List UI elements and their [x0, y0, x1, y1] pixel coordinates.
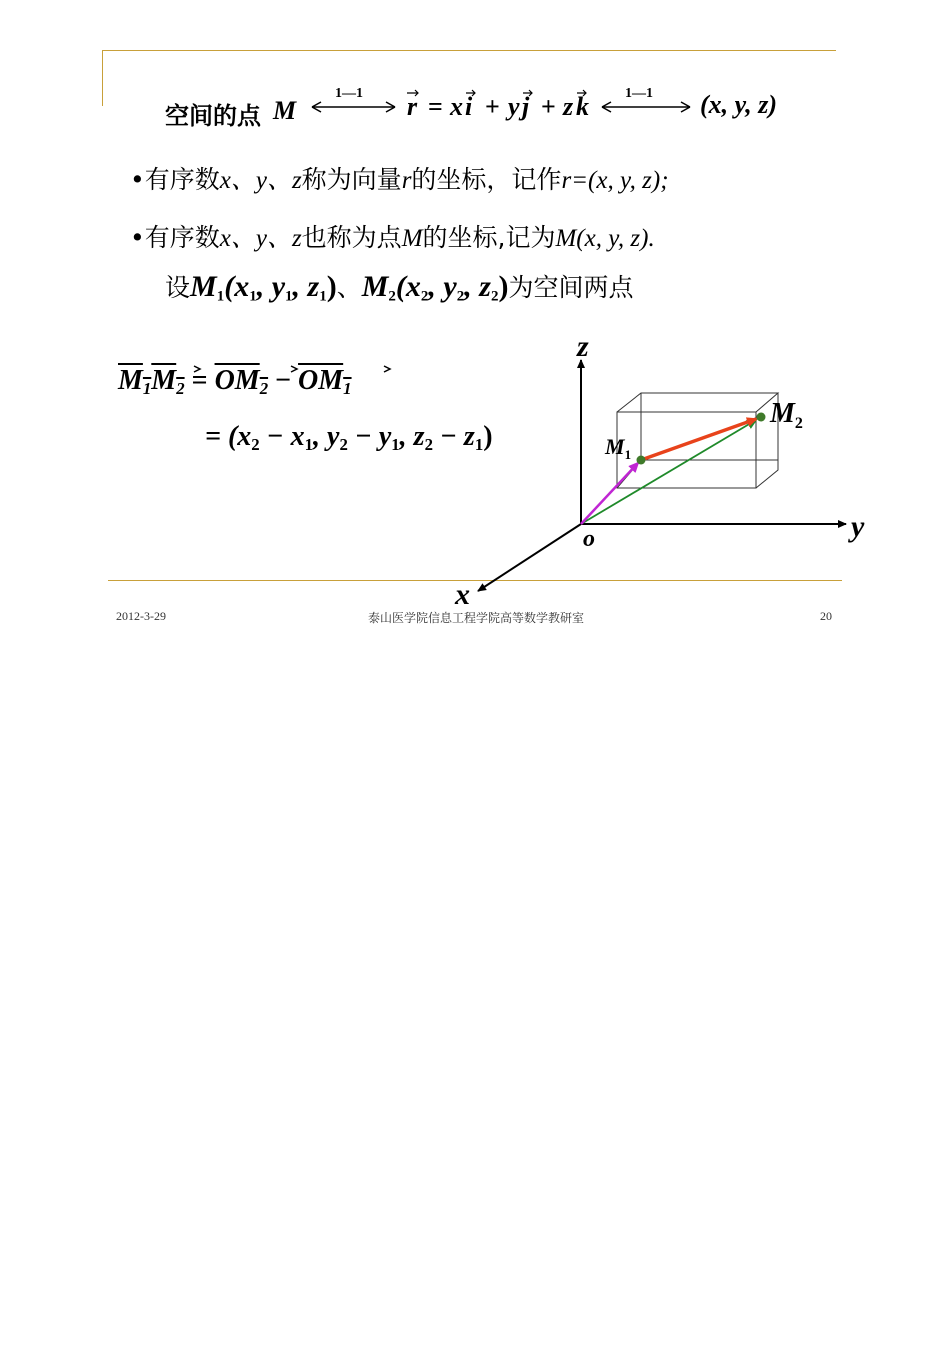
eq2-close: ) — [483, 421, 493, 452]
coordinate-diagram — [454, 330, 865, 611]
eq-om2: OM — [214, 365, 260, 396]
eq-lhs-s1: 1 — [142, 379, 152, 399]
bullet2-suffix: 的坐标,记为 — [422, 223, 556, 252]
eq-om1-sub: 1 — [343, 379, 352, 399]
set-c1c-pre: , z — [292, 270, 320, 303]
bullet1-suffix: 的坐标，记作 — [411, 165, 562, 194]
set-m2-sub: 2 — [388, 288, 396, 305]
set-c2c-pre: , z — [464, 270, 491, 303]
bullet1-r: r — [401, 167, 412, 194]
z-term: z — [563, 92, 574, 121]
set-c1a: 1 — [249, 288, 257, 305]
point-m1-dot — [637, 456, 646, 465]
set-c1c: 1 — [319, 288, 327, 305]
bullet1-prefix: •有序数 — [130, 165, 220, 194]
set-c1b-pre: , y — [256, 270, 286, 303]
arrow-label-2: 1—1 — [625, 86, 653, 101]
slide — [0, 0, 952, 640]
label-origin: o — [583, 526, 595, 552]
set-m2-open: (x — [395, 270, 421, 303]
set-m1-open: (x — [224, 270, 250, 303]
eq2-c: 1 — [304, 435, 314, 455]
eq-om1: OM — [298, 365, 344, 396]
set-c2c: 2 — [490, 288, 499, 305]
slide-graphics — [0, 0, 952, 640]
set-c2b-pre: , y — [428, 270, 457, 303]
footer-institution: 泰山医学院信息工程学院高等数学教研室 — [367, 611, 584, 625]
plus-2: + — [541, 92, 556, 121]
double-arrow-1 — [312, 102, 395, 112]
eq-lhs-s2: 2 — [176, 379, 185, 399]
y-term: y — [508, 92, 520, 121]
x-axis — [478, 524, 581, 591]
set-m1: M — [190, 270, 217, 303]
bullet2-mid: 也称为点 — [301, 223, 402, 252]
bullet2-m: M — [401, 225, 423, 252]
vector-om1-line — [581, 463, 638, 524]
point-m2-dot — [757, 413, 766, 422]
eq2-i: 2 — [424, 435, 433, 455]
set-m2: M — [361, 270, 389, 303]
eq-lhs-m1: M — [118, 365, 143, 396]
bullet2-notation: M(x, y, z). — [555, 225, 655, 252]
bullet2-vars: x、y、z — [219, 225, 302, 252]
set-m1-close: ) — [326, 270, 337, 303]
eq2-d: , y — [313, 421, 340, 452]
equation-vector-tips — [194, 366, 390, 372]
footer-page-number: 20 — [820, 609, 832, 623]
set-prefix: 设 — [165, 273, 191, 302]
mapping-left-text: 空间的点 — [165, 102, 261, 130]
i-vector: i — [465, 92, 473, 121]
label-y: y — [851, 510, 865, 543]
set-c2b: 2 — [456, 288, 465, 305]
eq2-e: 2 — [339, 435, 348, 455]
eq2-f: − y — [347, 421, 392, 452]
vector-accents — [407, 90, 586, 96]
label-x: x — [455, 578, 470, 611]
label-z: z — [577, 330, 589, 363]
arrow-label-1: 1—1 — [335, 86, 363, 101]
equals: = — [428, 92, 443, 121]
eq2-a: 2 — [251, 435, 260, 455]
label-m2: $M_2$ — [770, 398, 803, 432]
point-m: M — [273, 96, 297, 125]
set-suffix: 为空间两点 — [508, 273, 634, 302]
bullet1-vars: x、y、z — [219, 167, 302, 194]
eq-equals: = — [184, 365, 215, 396]
bullet1-notation: r=(x, y, z); — [561, 167, 669, 194]
plus-1: + — [485, 92, 500, 121]
label-m1: $M_1$ — [605, 434, 632, 462]
coordinate-triple: (x, y, z) — [700, 90, 778, 119]
bullet2-prefix: •有序数 — [130, 223, 220, 252]
set-c1b: 1 — [285, 288, 293, 305]
eq2-b: − x — [259, 421, 305, 452]
set-m1-sub: 1 — [216, 288, 225, 305]
bullet1-mid: 称为向量 — [301, 165, 402, 194]
eq2-h: , z — [399, 421, 425, 452]
eq-om2-sub: 2 — [259, 379, 269, 399]
eq-minus: − — [268, 365, 299, 396]
eq2-open: = (x — [205, 421, 252, 452]
eq2-j: − z — [432, 421, 475, 452]
double-arrow-2 — [602, 102, 690, 112]
eq2-k: 1 — [474, 435, 484, 455]
set-m2-close: ) — [498, 270, 509, 303]
r-vector: r — [407, 92, 418, 121]
eq2-g: 1 — [391, 435, 400, 455]
set-sep: 、 — [336, 273, 362, 302]
footer-date: 2012-3-29 — [116, 609, 166, 623]
k-vector: k — [576, 92, 589, 121]
set-c2a: 2 — [420, 288, 429, 305]
x-term: x — [450, 92, 463, 121]
eq-lhs-m2: M — [151, 365, 177, 396]
j-vector: j — [522, 92, 530, 121]
